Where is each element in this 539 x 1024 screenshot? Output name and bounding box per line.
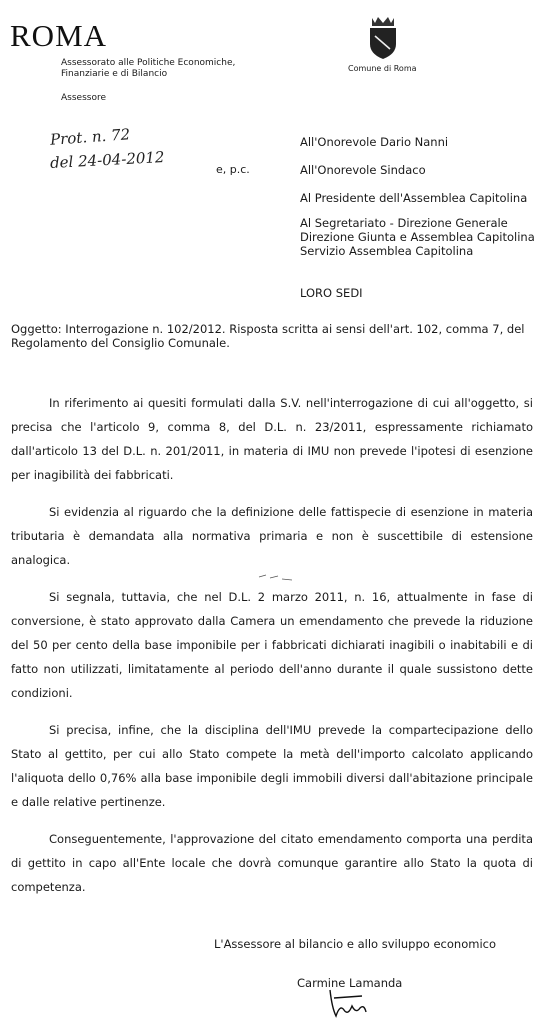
paragraph-1: In riferimento ai quesiti formulati dalla S.V. nell'interrogazione di cui all'oggetto, si precisa che l'articolo 9, comma 8, del D.L. n. 23/2011, espressamente richiamato dall'articolo 13 del D.L. n. 201/2011, in materia di IMU non prevede l'ipotesi di esenzione per inagibilità dei fabbricati. xyxy=(11,396,533,482)
department-line-2: Finanziarie e di Bilancio xyxy=(61,69,168,79)
comune-crest-icon xyxy=(366,16,400,60)
recipient-6: Servizio Assemblea Capitolina xyxy=(300,244,474,258)
recipient-2: All'Onorevole Sindaco xyxy=(300,163,426,177)
paragraph-2: Si evidenzia al riguardo che la definizione delle fattispecie di esenzione in materia tributaria è demandata alla normativa primaria e non è suscettibile di estensione analogica. xyxy=(11,505,533,567)
subject-line: Oggetto: Interrogazione n. 102/2012. Risposta scritta ai sensi dell'art. 102, comma 7, del Regolamento del Consiglio Comunale. xyxy=(11,322,525,350)
roma-logo: ROMA xyxy=(10,18,108,53)
recipient-1: All'Onorevole Dario Nanni xyxy=(300,135,449,149)
recipient-3: Al Presidente dell'Assemblea Capitolina xyxy=(300,191,528,205)
comune-label: Comune di Roma xyxy=(348,64,417,73)
letter-body xyxy=(11,391,533,912)
paragraph-5: Conseguentemente, l'approvazione del citato emendamento comporta una perdita di gettito in capo all'Ente locale che dovrà comunque garantire allo Stato la quota di competenza. xyxy=(11,832,533,894)
department-line-1: Assessorato alle Politiche Economiche, xyxy=(61,58,236,68)
protocol-date: del 24-04-2012 xyxy=(49,148,165,172)
recipient-5: Direzione Giunta e Assemblea Capitolina xyxy=(300,230,535,244)
epc-label: e, p.c. xyxy=(216,163,250,176)
role-label: Assessore xyxy=(61,93,106,103)
paragraph-3: Si segnala, tuttavia, che nel D.L. 2 marzo 2011, n. 16, attualmente in fase di conversione, è stato approvato dalla Camera un emendamento che prevede la riduzione del 50 per cento della base imponibile per i fabbricati dichiarati inagibili o inabitabili e di fatto non utilizzati, limitatamente al periodo dell'anno durante il quale sussistono dette condizioni. xyxy=(11,590,533,700)
department-name xyxy=(61,58,251,80)
pen-mark xyxy=(258,572,294,582)
recipient-4: Al Segretariato - Direzione Generale xyxy=(300,216,508,230)
signatory-name: Carmine Lamanda xyxy=(297,976,403,990)
handwritten-signature xyxy=(326,986,370,1022)
paragraph-4: Si precisa, infine, che la disciplina dell'IMU prevede la compartecipazione dello Stato al gettito, per cui allo Stato compete la metà dell'importo calcolato applicando l'aliquota dello 0,76% alla base imponibile degli immobili diversi dall'abitazione principale e dalle relative pertinenze. xyxy=(11,723,533,809)
protocol-number: Prot. n. 72 xyxy=(49,125,131,149)
recipient-loro-sedi: LORO SEDI xyxy=(300,286,363,300)
signatory-title: L'Assessore al bilancio e allo sviluppo economico xyxy=(214,937,496,951)
